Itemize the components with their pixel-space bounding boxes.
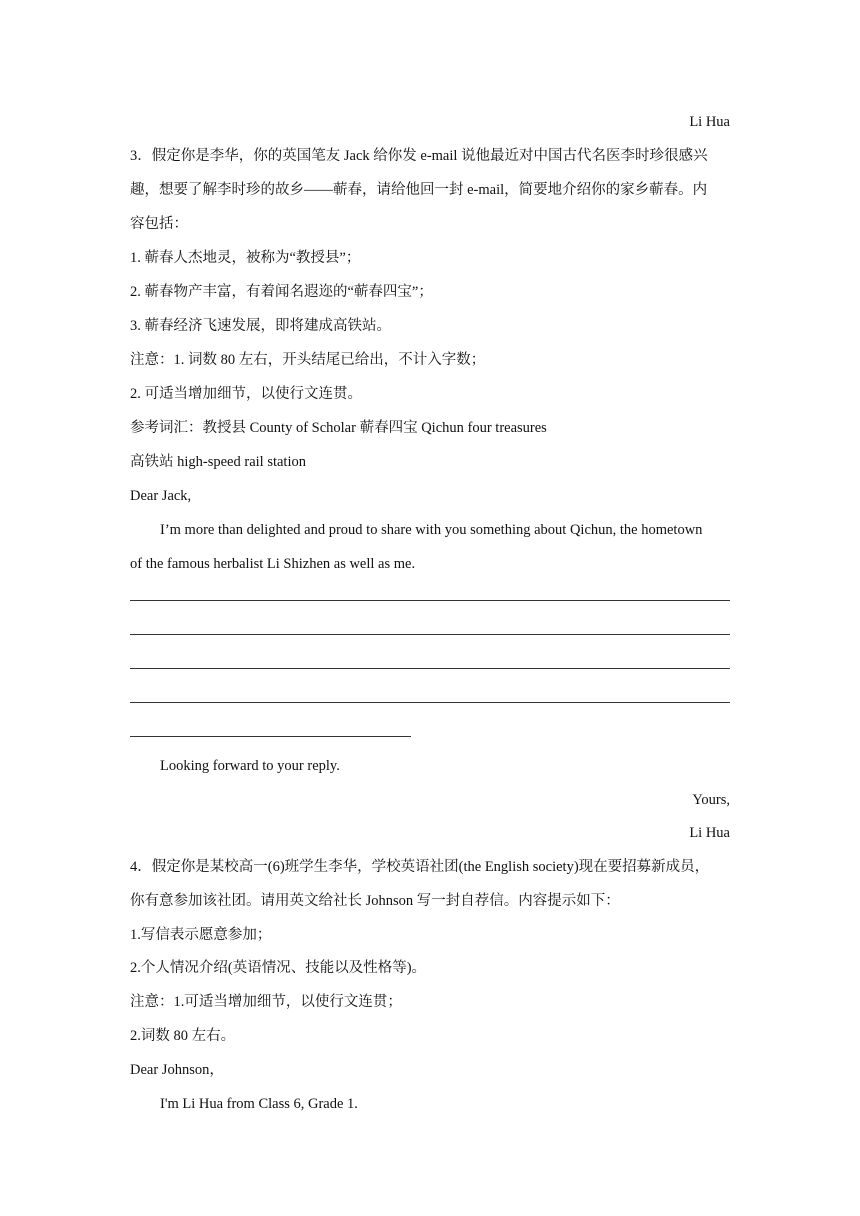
writing-line <box>130 736 411 737</box>
top-signature: Li Hua <box>689 114 730 130</box>
q4-prompt-line: 你有意参加该社团。请用英文给社长 Johnson 写一封自荐信。内容提示如下： <box>130 893 620 909</box>
q4-prompt-line: 4．假定你是某校高一(6)班学生李华，学校英语社团(the English society)现在要招募新成员， <box>130 859 710 875</box>
writing-line <box>130 634 730 635</box>
q4-note: 2.词数 80 左右。 <box>130 1028 236 1044</box>
q4-point: 2.个人情况介绍(英语情况、技能以及性格等)。 <box>130 960 427 976</box>
q3-signoff: Yours, <box>692 792 730 808</box>
q3-point: 2. 蕲春物产丰富，有着闻名遐迩的“蕲春四宝”； <box>130 284 433 300</box>
q3-point: 1. 蕲春人杰地灵，被称为“教授县”； <box>130 250 361 266</box>
writing-line <box>130 600 730 601</box>
q3-point: 3. 蕲春经济飞速发展，即将建成高铁站。 <box>130 318 391 334</box>
q3-prompt-line: 容包括： <box>130 216 188 232</box>
q3-prompt-line: 趣，想要了解李时珍的故乡——蕲春，请给他回一封 e-mail，简要地介绍你的家乡蕲春。内 <box>130 182 708 198</box>
q3-greeting: Dear Jack, <box>130 488 192 504</box>
q3-closing: Looking forward to your reply. <box>160 758 340 774</box>
q3-note: 注意：1. 词数 80 左右，开头结尾已给出，不计入字数； <box>130 352 486 368</box>
q3-signature: Li Hua <box>689 825 730 841</box>
q3-opening: I’m more than delighted and proud to share with you something about Qichun, the hometown <box>160 522 703 538</box>
writing-line <box>130 668 730 669</box>
q4-note: 注意：1.可适当增加细节，以使行文连贯； <box>130 994 402 1010</box>
q4-opening: I'm Li Hua from Class 6, Grade 1. <box>160 1096 358 1112</box>
q3-vocab: 高铁站 high-speed rail station <box>130 454 306 470</box>
q3-vocab: 参考词汇：教授县 County of Scholar 蕲春四宝 Qichun four treasures <box>130 420 547 436</box>
q3-note: 2. 可适当增加细节，以使行文连贯。 <box>130 386 362 402</box>
writing-line <box>130 702 730 703</box>
q3-prompt-line: 3．假定你是李华，你的英国笔友 Jack 给你发 e-mail 说他最近对中国古代名医李时珍很感兴 <box>130 148 708 164</box>
q4-greeting: Dear Johnson， <box>130 1062 224 1078</box>
q3-opening: of the famous herbalist Li Shizhen as well as me. <box>130 556 416 572</box>
q4-point: 1.写信表示愿意参加； <box>130 927 272 943</box>
